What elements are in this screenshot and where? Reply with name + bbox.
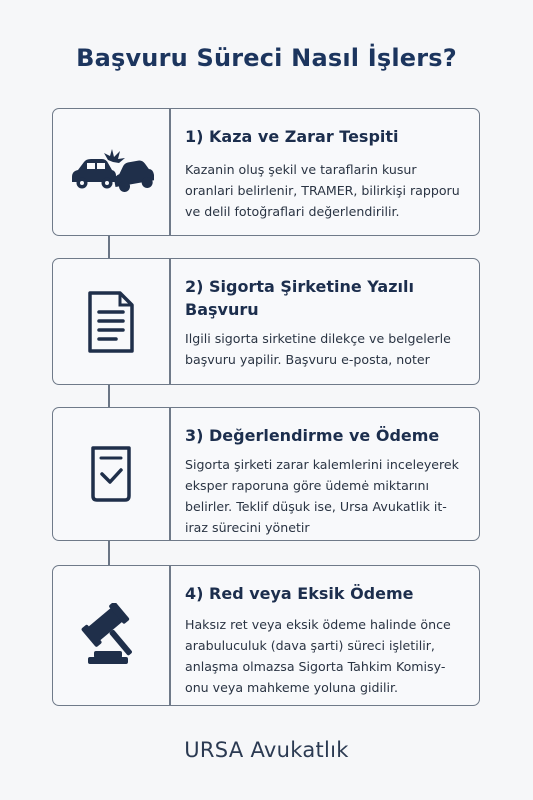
step-card-1 — [52, 108, 480, 236]
document-icon — [53, 259, 169, 384]
step-title: 3) Değerlendirme ve Ödeme — [185, 426, 440, 445]
card-divider — [169, 566, 171, 705]
step-card-3 — [52, 407, 480, 541]
timeline-connector — [108, 541, 110, 565]
card-divider — [169, 408, 171, 540]
step-title: 1) Kaza ve Zarar Tespiti — [185, 127, 399, 146]
car-crash-icon — [53, 109, 169, 235]
step-description: Sigorta şirketi zarar kalemlerini inceleyerek eksper raporuna göre üdemė miktarını belirler. Teklif düşuk ise, Ursa Avukatlik it-iraz sürecini yönetir — [185, 457, 459, 535]
checklist-icon — [53, 408, 169, 540]
card-divider — [169, 109, 171, 235]
brand-footer: URSA Avukatlık — [184, 738, 349, 762]
card-divider — [169, 259, 171, 384]
timeline-connector — [108, 385, 110, 407]
step-card-4 — [52, 565, 480, 706]
step-description: Ilgili sigorta sirketine dilekçe ve belgelerle başvuru yapilir. Başvuru e-posta, noter — [185, 331, 451, 367]
page-title: Başvuru Süreci Nasıl İşlers? — [76, 44, 457, 72]
step-description: Kazanin oluş şekil ve taraflarin kusur oranlari belirlenir, TRAMER, bilirkişi rapporu ve delil fotoğraflari değerlendirilir. — [185, 162, 460, 219]
step-title: 2) Sigorta Şirketine Yazılı Başvuru — [185, 277, 414, 319]
step-title: 4) Red veya Eksik Ödeme — [185, 584, 414, 603]
step-description: Haksız ret veya eksik ödeme halinde önce arabuluculuk (dava şarti) süreci işletilir, anlaşma olmazsa Sigorta Tahkim Komisy-onu veya mahkeme yoluna gidilir. — [185, 617, 451, 695]
step-card-2 — [52, 258, 480, 385]
gavel-icon — [53, 566, 169, 705]
timeline-connector — [108, 236, 110, 258]
